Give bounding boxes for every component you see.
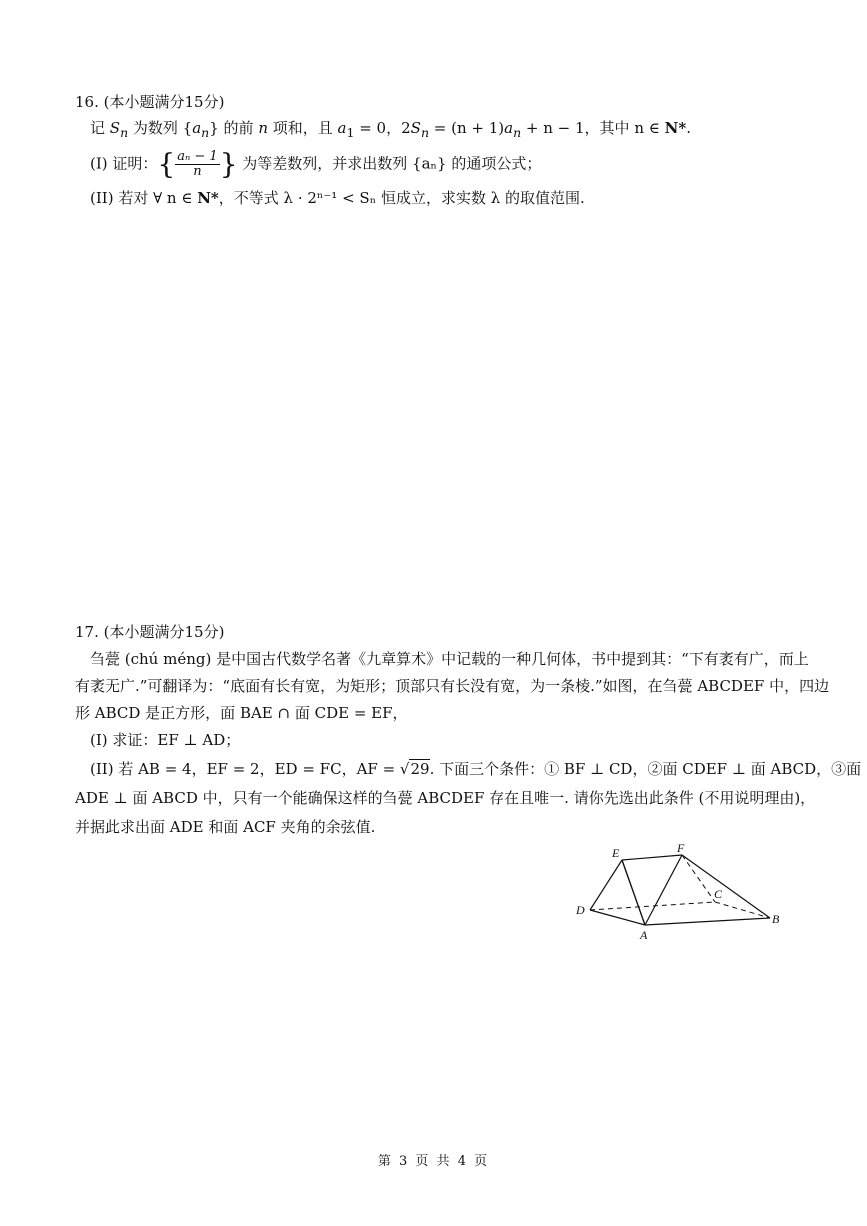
right-brace-symbol: } [219,147,238,181]
q17-heading: 17. (本小题满分15分) [75,623,225,641]
q16-stem-sn: S [109,119,121,137]
q17-part2-text-a: (II) 若 AB = 4，EF = 2，ED = FC，AF = [90,760,400,778]
label-F: F [677,841,685,855]
label-A: A [640,928,648,942]
q16-part1-numerator: aₙ − 1 [177,149,218,164]
q17-line6: 并据此求出面 ADE 和面 ACF 夹角的余弦值. [75,818,376,836]
edge-FB [682,855,770,918]
q16-stem-sn2: S [410,119,421,137]
q17-line2: 有袤无广.”可翻译为：“底面有长有宽，为矩形；顶部只有长没有宽，为一条棱.”如图，在刍甍 ABCDEF 中，四边 [75,677,830,695]
q16-stem-text-f: = (n + 1) [429,119,505,137]
q16-heading: 16. (本小题满分15分) [75,93,225,111]
edge-FC [682,855,715,902]
edge-EF-to-A-diag [622,860,645,925]
edge-FA [645,855,682,925]
q16-part2-rest: ，不等式 λ · 2ⁿ⁻¹ < Sₙ 恒成立，求实数 λ 的取值范围. [218,189,585,207]
edge-EF [622,855,682,860]
q16-stem-text-b: 为数列 { [128,119,193,137]
q16-stem-text-g: + n − 1，其中 n ∈ [521,119,665,137]
q16-part2-N: N* [197,189,219,207]
q16-stem-a1: a [337,119,347,137]
q16-stem-an2: a [504,119,514,137]
q17-part2-text-b: . 下面三个条件：① BF ⊥ CD，②面 CDEF ⊥ 面 ABCD，③面 [429,760,862,778]
q16-stem-text-e: = 0，2 [354,119,411,137]
label-C: C [714,887,723,901]
q16-part1-label: (I) 证明： [90,154,158,173]
edge-DA [590,910,645,925]
q16-part2-label: (II) 若对 ∀ n ∈ [90,189,198,207]
q16-stem-sn2-sub: n [420,125,429,140]
q17-line3: 形 ABCD 是正方形，面 BAE ∩ 面 CDE = EF， [75,704,408,722]
page-footer: 第 3 页 共 4 页 [377,1154,490,1169]
q16-stem [90,118,691,143]
q16-stem-an-sub: n [201,125,210,140]
label-E: E [612,846,620,860]
q17-line1: 刍甍 (chú méng) 是中国古代数学名著《九章算术》中记载的一种几何体，书中提到其：“下有袤有广，而上 [90,650,809,668]
left-brace-symbol: { [157,147,176,181]
q17-part2 [90,759,861,779]
q16-stem-an2-sub: n [513,125,522,140]
q16-stem-sn-sub: n [120,125,129,140]
q16-stem-text-a: 记 [90,119,110,137]
sqrt-symbol: √ [399,760,410,778]
q16-part1 [90,147,542,181]
q16-part1-fraction [175,150,219,179]
q16-stem-end: . [686,119,691,137]
q16-stem-n: n [258,119,268,137]
label-D: D [576,903,585,917]
q17-line5: ADE ⊥ 面 ABCD 中，只有一个能确保这样的刍甍 ABCDEF 存在且唯一. 请你先选出此条件 (不用说明理由)， [75,789,816,807]
q16-stem-an: a [192,119,202,137]
edge-DC [590,902,715,910]
label-B: B [772,912,780,926]
q16-part2 [90,188,585,208]
edge-CB [715,902,770,918]
edge-DE [590,860,622,910]
q16-stem-text-d: 项和，且 [268,119,338,137]
q16-part1-denominator: n [193,164,202,179]
q17-part1: (I) 求证：EF ⊥ AD； [90,731,241,749]
q16-stem-N: N* [664,119,687,137]
q16-part1-rest: 为等差数列，并求出数列 {aₙ} 的通项公式； [237,154,542,173]
q16-stem-a1-sub: 1 [346,125,355,140]
q17-part2-sqrt: 29 [410,760,430,778]
edge-AB [645,918,770,925]
q16-stem-text-c: } 的前 [209,119,259,137]
geometry-figure [570,840,790,950]
